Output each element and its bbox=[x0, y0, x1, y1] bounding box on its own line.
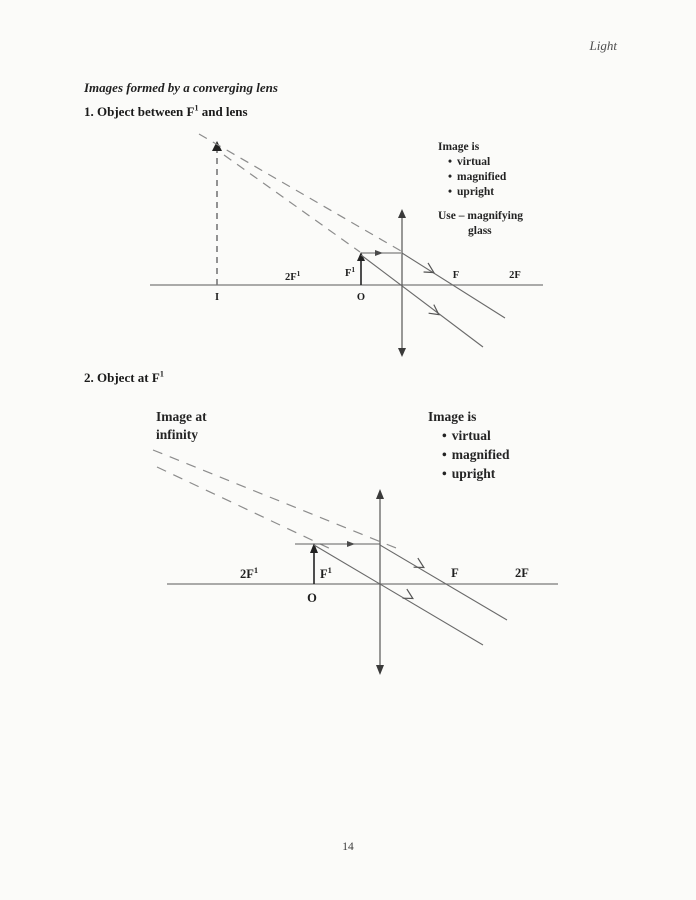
ray-direction-arrow bbox=[375, 250, 383, 256]
bullet-dot: • bbox=[442, 428, 447, 443]
running-header: Light bbox=[589, 38, 617, 53]
label-2f: 2F bbox=[509, 270, 521, 281]
label-image-i: I bbox=[214, 292, 220, 303]
parallel-ray bbox=[295, 541, 380, 547]
bullet-upright: upright bbox=[457, 186, 495, 198]
label-object-o: O bbox=[307, 591, 317, 605]
label-f: F bbox=[451, 566, 459, 580]
parallel-ray bbox=[361, 250, 401, 256]
refracted-ray-through-f bbox=[380, 545, 507, 620]
diagram1-notes bbox=[438, 140, 523, 239]
bullet-magnified: magnified bbox=[451, 447, 510, 462]
virtual-image-arrow bbox=[212, 141, 222, 285]
lens-arrowhead-up bbox=[398, 209, 406, 218]
bullet-dot: • bbox=[448, 171, 453, 183]
image-properties-list bbox=[442, 426, 510, 483]
centre-ray bbox=[361, 255, 483, 347]
lens-arrowhead-up bbox=[376, 489, 384, 499]
bullet-magnified: magnified bbox=[457, 171, 507, 183]
image-is-title: Image is bbox=[438, 141, 480, 153]
lens-line bbox=[398, 209, 406, 357]
bullet-dot: • bbox=[442, 447, 447, 462]
bullet-dot: • bbox=[442, 466, 447, 481]
bullet-dot: • bbox=[448, 156, 453, 168]
dashed-extension-centre-ray bbox=[157, 467, 333, 550]
ray-diagram-object-between-f1-and-lens bbox=[0, 125, 696, 370]
lens-arrowhead-down bbox=[398, 348, 406, 357]
bullet-virtual: virtual bbox=[451, 428, 491, 443]
object-arrow bbox=[310, 543, 318, 584]
label-2f1: $2F^1$ bbox=[285, 269, 301, 283]
lens-arrowhead-down bbox=[376, 665, 384, 675]
centre-ray bbox=[314, 545, 483, 645]
section-title: Images formed by a converging lens bbox=[84, 80, 278, 95]
dashed-extension-parallel-ray bbox=[153, 450, 396, 548]
image-is-title: Image is bbox=[428, 409, 477, 424]
caption-line2: infinity bbox=[156, 427, 199, 442]
case1-tail: and lens bbox=[198, 104, 248, 119]
dashed-extension-parallel-ray bbox=[199, 134, 401, 251]
case2-text: 2. Object at F bbox=[84, 370, 160, 385]
image-properties-list bbox=[448, 155, 523, 200]
list-item bbox=[448, 185, 523, 200]
list-item bbox=[442, 426, 510, 445]
label-2f1: $2F^1$ bbox=[240, 565, 259, 581]
use-note-line2: glass bbox=[468, 225, 492, 237]
case1-superscript: 1 bbox=[194, 103, 199, 113]
bullet-dot: • bbox=[448, 186, 453, 198]
label-f1: $F^1$ bbox=[345, 265, 356, 279]
dashed-extension-centre-ray bbox=[224, 155, 360, 252]
case1-text: 1. Object between F bbox=[84, 104, 195, 119]
caption-line1: Image at bbox=[156, 409, 207, 424]
label-f: F bbox=[452, 270, 460, 281]
label-f1: $F^1$ bbox=[320, 565, 332, 581]
bullet-virtual: virtual bbox=[457, 156, 491, 168]
case1-heading bbox=[84, 104, 248, 120]
ray-diagram-object-at-f1 bbox=[0, 395, 696, 710]
list-item bbox=[442, 464, 510, 483]
image-at-infinity-caption bbox=[156, 408, 207, 444]
case2-superscript: 1 bbox=[159, 369, 164, 379]
label-2f: 2F bbox=[515, 566, 529, 580]
list-item bbox=[442, 445, 510, 464]
case2-heading bbox=[84, 370, 164, 386]
bullet-upright: upright bbox=[451, 466, 496, 481]
label-object-o: O bbox=[356, 292, 366, 303]
page-number: 14 bbox=[342, 841, 354, 853]
ray-direction-arrow bbox=[347, 541, 355, 547]
list-item bbox=[448, 155, 523, 170]
list-item bbox=[448, 170, 523, 185]
use-note-line1: Use – magnifying bbox=[438, 210, 523, 222]
diagram2-notes bbox=[428, 407, 510, 483]
